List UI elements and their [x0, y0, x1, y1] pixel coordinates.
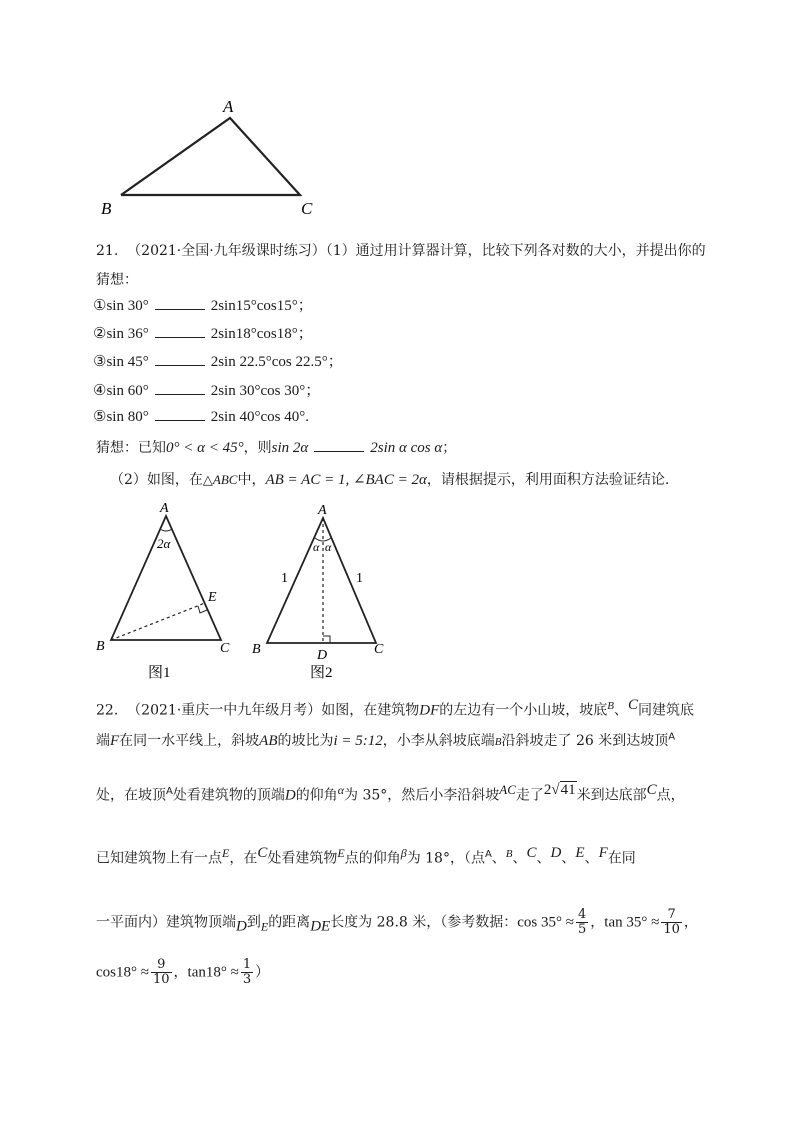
- answer-blank[interactable]: [155, 382, 205, 395]
- item-marker: ⑤: [93, 409, 107, 425]
- text: 、: [613, 702, 628, 719]
- math: D: [236, 918, 247, 935]
- figure-2: [250, 500, 400, 685]
- text: 的距离: [268, 914, 311, 931]
- q21-part1-intro: （1）通过用计算器计算，比较下列各对数的大小，并提出你的: [325, 243, 706, 259]
- math: cos 35° ≈: [517, 914, 574, 931]
- math: A: [166, 786, 173, 797]
- numerator: 9: [151, 958, 172, 973]
- fig2-side-left: 1: [281, 571, 288, 586]
- item-right: 2sin 22.5°cos 22.5°: [210, 354, 328, 370]
- text: 到: [246, 914, 261, 931]
- text: 同建筑底: [638, 702, 694, 719]
- figure-1: [90, 500, 250, 685]
- q21-item-4: [93, 379, 320, 400]
- point-label: D: [550, 845, 562, 861]
- q21-guess: [96, 437, 456, 457]
- text: 点，: [656, 787, 685, 804]
- math: F: [110, 733, 120, 749]
- fraction: [151, 958, 172, 987]
- math: E: [337, 846, 345, 860]
- part2-triangle: △ABC: [202, 472, 238, 487]
- text: 的仰角: [295, 787, 338, 804]
- radical-expr: 2√41: [543, 782, 576, 798]
- text: 、: [536, 850, 551, 867]
- text: 在同: [607, 850, 636, 867]
- point-label: C: [526, 845, 537, 861]
- text: 处看建筑物的顶端: [172, 787, 285, 804]
- fig2-side-right: 1: [356, 571, 363, 586]
- vertex-label-c: C: [301, 199, 313, 218]
- text: 、: [561, 850, 576, 867]
- math: AC: [499, 782, 516, 797]
- point-label: A: [484, 849, 492, 860]
- numerator: 1: [242, 957, 252, 972]
- q21-source: （2021·全国·九年级课时练习）: [127, 243, 326, 259]
- text: 已知建筑物上有一点: [96, 850, 222, 867]
- point-label: B: [505, 848, 513, 860]
- item-marker: ②: [93, 326, 107, 342]
- vertex-label-b: B: [101, 199, 112, 218]
- item-end: ；: [305, 383, 321, 399]
- fraction: [661, 908, 682, 937]
- q21-item-5: [93, 407, 309, 426]
- text: 的坡比为: [277, 733, 334, 749]
- text: 走了: [515, 787, 544, 804]
- math: DE: [310, 918, 331, 935]
- text: 一平面内）建筑物顶端: [96, 914, 236, 931]
- math: α: [337, 783, 344, 797]
- item-left: sin 80°: [106, 409, 149, 425]
- item-end: ；: [297, 298, 313, 314]
- math: D: [284, 787, 296, 804]
- guess-right: 2sin α cos α: [370, 440, 443, 456]
- item-marker: ③: [93, 354, 107, 370]
- q22-line-4: [96, 845, 636, 868]
- part2-cond: AB = AC = 1, ∠BAC = 2α: [265, 472, 427, 488]
- fig2-alpha-left: α: [313, 540, 320, 554]
- math: E: [260, 919, 269, 934]
- fig1-caption: 图1: [148, 665, 171, 681]
- math: 41: [560, 782, 576, 798]
- fraction: [576, 908, 588, 937]
- text: ）: [255, 964, 270, 981]
- text: ，: [173, 964, 188, 981]
- math: B: [607, 700, 614, 712]
- item-left: sin 60°: [106, 383, 149, 399]
- guess-end: ；: [442, 440, 457, 456]
- text: 点的仰角: [344, 850, 401, 867]
- math: A: [668, 731, 676, 743]
- text: ，: [683, 914, 698, 931]
- q21-item-3: [93, 350, 343, 371]
- item-end: .: [305, 409, 309, 425]
- fig1-label-b: B: [96, 639, 105, 654]
- answer-blank[interactable]: [155, 297, 205, 310]
- q21-intro-line2: 猜想：: [96, 272, 138, 288]
- math: cos18° ≈: [96, 964, 149, 981]
- item-right: 2sin18°cos18°: [210, 326, 298, 342]
- item-right: 2sin 40°cos 40°: [210, 409, 306, 425]
- fig2-label-d: D: [317, 648, 328, 663]
- math: β: [400, 846, 407, 860]
- part2-mid: 中，: [237, 472, 266, 488]
- denominator: 5: [578, 922, 587, 937]
- q22-line-2: [96, 730, 675, 750]
- fig1-label-c: C: [220, 641, 230, 656]
- answer-blank[interactable]: [155, 353, 205, 366]
- q22-line-5: [96, 908, 698, 937]
- q21-item-1: [93, 294, 313, 315]
- text: 为 35°，然后小李沿斜坡: [344, 787, 500, 804]
- math: C: [646, 782, 657, 798]
- q21-header: [96, 240, 706, 260]
- text: 沿斜坡走了 26 米到达坡顶: [501, 733, 669, 749]
- text: 在同一水平线上，斜坡: [119, 733, 260, 749]
- q22-line-6: [96, 958, 269, 987]
- text: 为 18°，（点: [406, 850, 485, 867]
- text: 米到达底部: [576, 787, 647, 804]
- math: 2: [543, 782, 552, 798]
- vertex-label-a: A: [223, 97, 234, 116]
- q21-item-2: [93, 322, 313, 343]
- answer-blank[interactable]: [155, 408, 205, 421]
- item-marker: ①: [93, 298, 107, 314]
- math: i = 5:12: [333, 733, 383, 749]
- q22-line-3: [96, 782, 685, 805]
- math: C: [627, 697, 638, 713]
- text: 处，在坡顶: [96, 787, 166, 804]
- math: DF: [419, 702, 440, 719]
- item-right: 2sin 30°cos 30°: [210, 383, 306, 399]
- text: 处看建筑物: [267, 850, 338, 867]
- text: ，小李从斜坡底端: [382, 733, 495, 749]
- math: E: [222, 846, 230, 860]
- q22-line-1: [96, 697, 694, 720]
- math: tan 35° ≈: [604, 914, 660, 931]
- numerator: 7: [661, 908, 682, 923]
- guess-mid: ，则: [243, 440, 272, 456]
- fig2-label-b: B: [252, 642, 261, 657]
- math: AB: [259, 733, 278, 749]
- fig2-label-a: A: [318, 503, 327, 518]
- fig2-alpha-right: α: [325, 540, 332, 554]
- fig1-label-angle: 2α: [157, 536, 171, 551]
- item-left: sin 30°: [106, 298, 149, 314]
- math: B: [494, 736, 502, 748]
- text: 、: [491, 850, 506, 867]
- denominator: 10: [152, 972, 170, 987]
- guess-prefix: 猜想：已知: [96, 440, 166, 456]
- part2-suffix: ，请根据提示，利用面积方法验证结论.: [426, 472, 670, 488]
- text: 、: [512, 850, 527, 867]
- text: ，: [590, 914, 605, 931]
- text: 端: [96, 733, 110, 749]
- fig1-label-e: E: [208, 590, 217, 605]
- q22-number: 22.: [96, 702, 119, 719]
- item-marker: ④: [93, 383, 107, 399]
- numerator: 4: [578, 907, 587, 922]
- text: （2021·重庆一中九年级月考）如图，在建筑物: [127, 702, 420, 719]
- item-left: sin 45°: [106, 354, 149, 370]
- q21-number: 21.: [96, 243, 119, 259]
- fig1-label-a: A: [160, 501, 169, 516]
- q21-part2: [110, 469, 669, 489]
- text: 长度为 28.8 米，（参考数据：: [330, 914, 518, 931]
- guess-cond: 0° < α < 45°: [166, 440, 244, 456]
- text: 的左边有一个小山坡，坡底: [439, 702, 608, 719]
- point-label: F: [598, 845, 608, 861]
- denominator: 10: [663, 922, 680, 937]
- text: 、: [584, 850, 599, 867]
- fig2-caption: 图2: [310, 665, 333, 681]
- math: tan18° ≈: [187, 964, 239, 981]
- denominator: 3: [242, 972, 252, 987]
- point-label: E: [575, 845, 585, 861]
- fraction: [241, 958, 253, 987]
- guess-left: sin 2α: [271, 440, 309, 456]
- guess-blank[interactable]: [314, 439, 364, 452]
- fig2-label-c: C: [374, 642, 384, 657]
- part2-prefix: （2）如图，在: [110, 472, 203, 488]
- item-end: ；: [327, 354, 343, 370]
- item-end: ；: [297, 326, 313, 342]
- item-right: 2sin15°cos15°: [210, 298, 298, 314]
- text: ，在: [229, 850, 258, 867]
- item-left: sin 36°: [106, 326, 149, 342]
- figure-triangle-abc: [95, 90, 335, 220]
- answer-blank[interactable]: [155, 325, 205, 338]
- math: C: [257, 845, 268, 861]
